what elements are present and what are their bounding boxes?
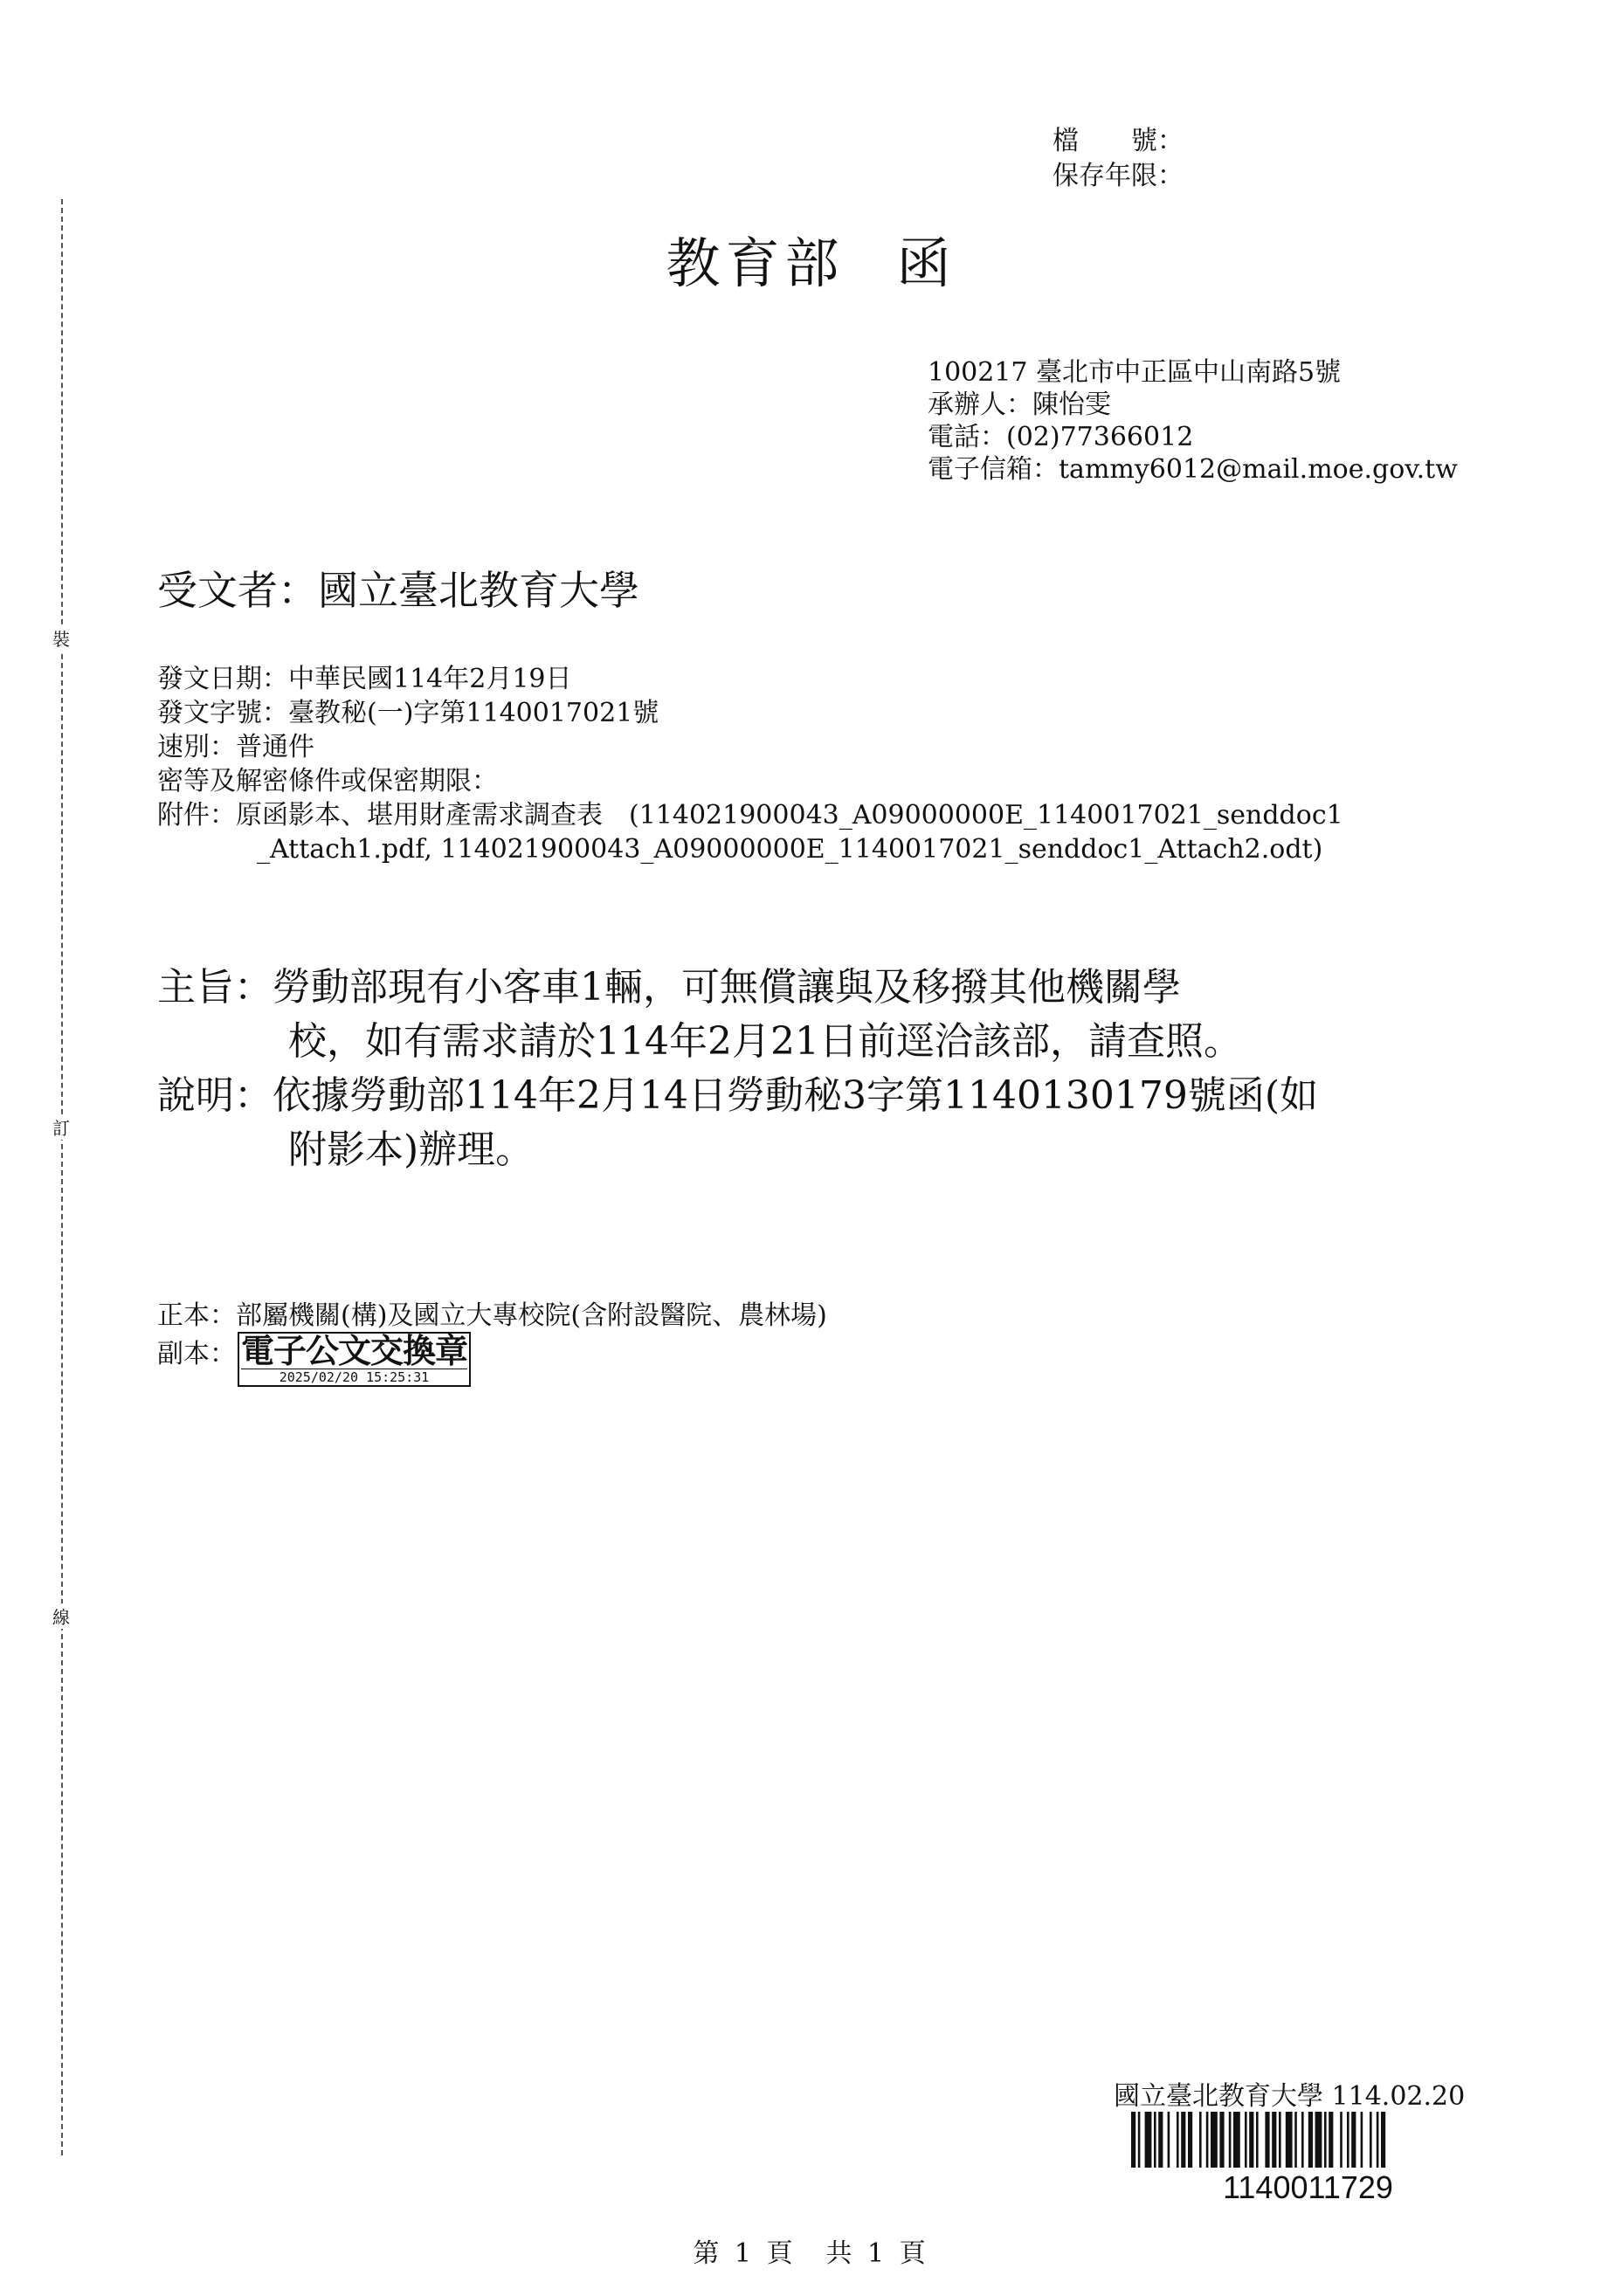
copy-label: 副本： [157, 1339, 236, 1369]
barcode-bar [1249, 2112, 1253, 2168]
original-recipients: 部屬機關(構)及國立大專校院(含附設醫院、農林場) [236, 1300, 827, 1331]
explanation-text-1: 依據勞動部114年2月14日勞動秘3字第1140130179號函(如 [273, 1073, 1319, 1118]
barcode-bar [1286, 2112, 1293, 2168]
barcode-bar [1131, 2112, 1135, 2168]
margin-mark-order: 訂 [49, 1114, 73, 1140]
barcode-bar [1199, 2112, 1202, 2168]
attachments-line-2: _Attach1.pdf, 114021900043_A09000000E_1140017021_senddoc1_Attach2.odt) [257, 834, 1323, 865]
recipient: 受文者：國立臺北教育大學 [157, 567, 639, 614]
handler: 承辦人：陳怡雯 [928, 390, 1111, 420]
subject-text-1: 勞動部現有小客車1輛，可無償讓與及移撥其他機關學 [273, 965, 1181, 1010]
barcode-bar [1177, 2112, 1179, 2168]
contact-info [928, 356, 1458, 486]
binding-margin-line [61, 199, 63, 2155]
barcode-bar [1351, 2112, 1356, 2168]
issue-date: 發文日期：中華民國114年2月19日 [157, 664, 572, 694]
barcode-bar [1181, 2112, 1185, 2168]
receipt-label: 國立臺北教育大學 114.02.20 [1114, 2081, 1466, 2112]
file-number-label: 檔 號： [1053, 126, 1184, 156]
address: 100217 臺北市中正區中山南路5號 [928, 357, 1342, 388]
barcode-bar [1229, 2112, 1232, 2168]
barcode-number: 1140011729 [1223, 2169, 1393, 2205]
original-label: 正本： [157, 1300, 236, 1331]
explanation-label: 說明： [157, 1073, 273, 1118]
exchange-stamp [238, 1332, 471, 1387]
barcode-bar [1211, 2112, 1218, 2168]
stamp-timestamp: 2025/02/20 15:25:31 [241, 1369, 467, 1385]
retention-period-label: 保存年限： [1053, 161, 1184, 191]
barcode-bar [1138, 2112, 1141, 2168]
barcode-bar [1188, 2112, 1192, 2168]
barcode-bar [1219, 2112, 1224, 2168]
barcode-bar [1347, 2112, 1349, 2168]
barcode-bar [1233, 2112, 1240, 2168]
barcode-bar [1154, 2112, 1156, 2168]
barcode-bar [1377, 2112, 1379, 2168]
barcode-bar [1245, 2112, 1247, 2168]
secrecy-level: 密等及解密條件或保密期限： [157, 766, 498, 796]
subject-label: 主旨： [157, 965, 273, 1010]
barcode-bar [1340, 2112, 1342, 2168]
barcode-bar [1324, 2112, 1327, 2168]
barcode-image [1131, 2112, 1485, 2168]
attachments-line-1: 附件：原函影本、堪用財產需求調查表 (114021900043_A09000000E_1140017021_senddoc1 [157, 800, 1343, 831]
barcode-bar [1315, 2112, 1322, 2168]
document-body [157, 961, 1318, 1177]
barcode-bar [1370, 2112, 1372, 2168]
barcode-bar [1294, 2112, 1297, 2168]
explanation-text-2: 附影本)辦理。 [288, 1127, 535, 1172]
document-number: 發文字號：臺教秘(一)字第1140017021號 [157, 698, 659, 728]
barcode-bar [1279, 2112, 1281, 2168]
file-info [1053, 124, 1184, 194]
page-number: 第 1 頁 共 1 頁 [693, 2238, 929, 2269]
barcode-bar [1329, 2112, 1333, 2168]
barcode-bar [1168, 2112, 1170, 2168]
barcode-bar [1206, 2112, 1209, 2168]
barcode-bar [1145, 2112, 1152, 2168]
barcode-bar [1381, 2112, 1385, 2168]
barcode-bar [1301, 2112, 1304, 2168]
margin-mark-bind: 裝 [49, 625, 73, 651]
barcode-bar [1361, 2112, 1363, 2168]
barcode-bar [1256, 2112, 1259, 2168]
barcode-bar [1272, 2112, 1276, 2168]
barcode-bar [1308, 2112, 1313, 2168]
barcode-bar [1158, 2112, 1163, 2168]
barcode-bar [1265, 2112, 1269, 2168]
delivery-speed: 速別：普通件 [157, 732, 314, 762]
document-type: 函 [896, 231, 956, 295]
document-meta [157, 662, 1343, 866]
subject-text-2: 校，如有需求請於114年2月21日前逕洽該部，請查照。 [288, 1019, 1242, 1064]
stamp-title: 電子公文交換章 [241, 1331, 468, 1370]
agency-name: 教育部 [666, 231, 845, 295]
phone: 電話：(02)77366012 [928, 422, 1194, 452]
document-title [0, 220, 1622, 298]
email: 電子信箱：tammy6012@mail.moe.gov.tw [928, 454, 1458, 485]
distribution [157, 1297, 827, 1385]
margin-mark-line: 線 [49, 1603, 73, 1629]
